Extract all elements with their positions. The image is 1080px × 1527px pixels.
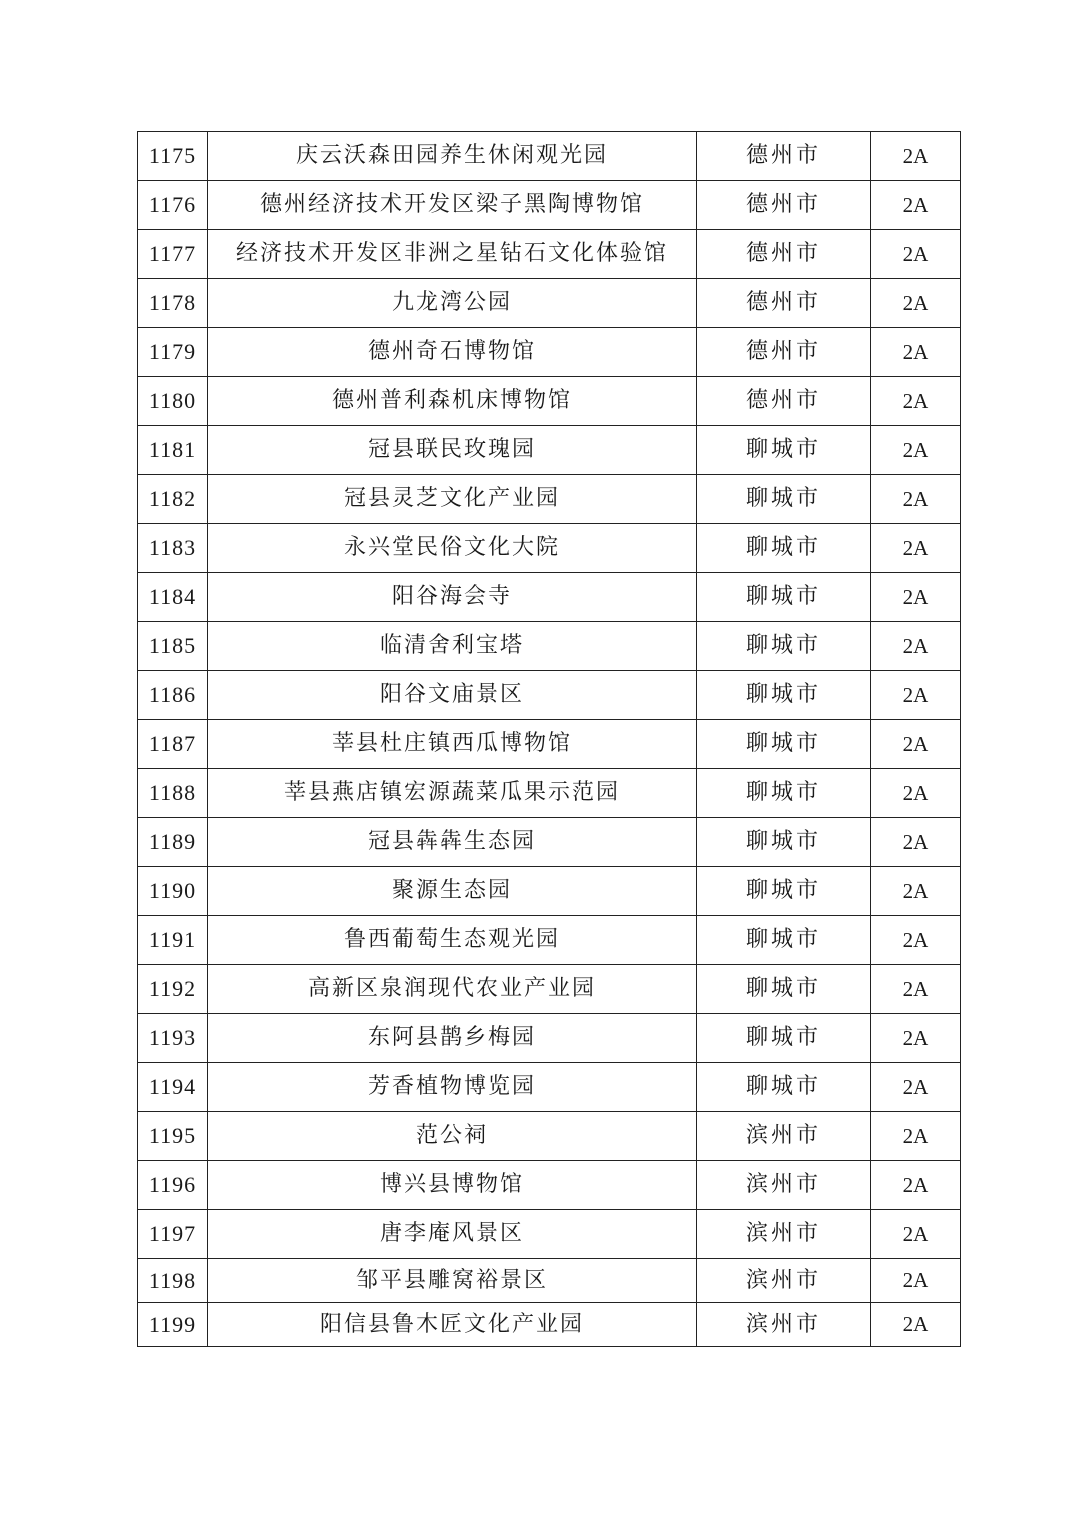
grade-cell: 2A	[871, 573, 961, 622]
scenic-spot-name-cell: 鲁西葡萄生态观光园	[208, 916, 697, 965]
table-row	[138, 1161, 961, 1210]
row-number-cell: 1177	[138, 230, 208, 279]
city-cell: 聊城市	[697, 720, 871, 769]
scenic-spot-name-cell: 九龙湾公园	[208, 279, 697, 328]
table-body	[138, 132, 961, 1347]
scenic-spot-name-cell: 范公祠	[208, 1112, 697, 1161]
city-cell: 德州市	[697, 181, 871, 230]
city-cell: 聊城市	[697, 916, 871, 965]
row-number-cell: 1198	[138, 1259, 208, 1303]
row-number-cell: 1193	[138, 1014, 208, 1063]
scenic-spot-name-cell: 博兴县博物馆	[208, 1161, 697, 1210]
row-number-cell: 1188	[138, 769, 208, 818]
grade-cell: 2A	[871, 181, 961, 230]
table-row	[138, 916, 961, 965]
row-number-cell: 1183	[138, 524, 208, 573]
grade-cell: 2A	[871, 377, 961, 426]
grade-cell: 2A	[871, 1259, 961, 1303]
city-cell: 滨州市	[697, 1303, 871, 1347]
table-row	[138, 1210, 961, 1259]
city-cell: 聊城市	[697, 671, 871, 720]
table-row	[138, 328, 961, 377]
city-cell: 滨州市	[697, 1259, 871, 1303]
city-cell: 聊城市	[697, 1014, 871, 1063]
grade-cell: 2A	[871, 720, 961, 769]
table-row	[138, 818, 961, 867]
row-number-cell: 1181	[138, 426, 208, 475]
grade-cell: 2A	[871, 279, 961, 328]
scenic-spot-name-cell: 唐李庵风景区	[208, 1210, 697, 1259]
row-number-cell: 1191	[138, 916, 208, 965]
table-row	[138, 475, 961, 524]
city-cell: 德州市	[697, 279, 871, 328]
city-cell: 聊城市	[697, 622, 871, 671]
table-row	[138, 279, 961, 328]
city-cell: 聊城市	[697, 426, 871, 475]
row-number-cell: 1178	[138, 279, 208, 328]
city-cell: 滨州市	[697, 1210, 871, 1259]
grade-cell: 2A	[871, 426, 961, 475]
grade-cell: 2A	[871, 965, 961, 1014]
city-cell: 聊城市	[697, 769, 871, 818]
table-row	[138, 181, 961, 230]
row-number-cell: 1185	[138, 622, 208, 671]
city-cell: 德州市	[697, 132, 871, 181]
scenic-spot-name-cell: 阳信县鲁木匠文化产业园	[208, 1303, 697, 1347]
scenic-spot-name-cell: 阳谷文庙景区	[208, 671, 697, 720]
city-cell: 聊城市	[697, 524, 871, 573]
table-row	[138, 573, 961, 622]
scenic-spot-name-cell: 永兴堂民俗文化大院	[208, 524, 697, 573]
scenic-spot-name-cell: 阳谷海会寺	[208, 573, 697, 622]
grade-cell: 2A	[871, 230, 961, 279]
grade-cell: 2A	[871, 769, 961, 818]
city-cell: 德州市	[697, 328, 871, 377]
table-row	[138, 230, 961, 279]
scenic-spot-name-cell: 经济技术开发区非洲之星钻石文化体验馆	[208, 230, 697, 279]
grade-cell: 2A	[871, 818, 961, 867]
city-cell: 聊城市	[697, 965, 871, 1014]
city-cell: 滨州市	[697, 1161, 871, 1210]
grade-cell: 2A	[871, 867, 961, 916]
row-number-cell: 1180	[138, 377, 208, 426]
grade-cell: 2A	[871, 1112, 961, 1161]
scenic-spot-name-cell: 德州经济技术开发区梁子黑陶博物馆	[208, 181, 697, 230]
row-number-cell: 1199	[138, 1303, 208, 1347]
grade-cell: 2A	[871, 1210, 961, 1259]
row-number-cell: 1190	[138, 867, 208, 916]
table-row	[138, 867, 961, 916]
grade-cell: 2A	[871, 1161, 961, 1210]
table-row	[138, 720, 961, 769]
scenic-spot-name-cell: 冠县犇犇生态园	[208, 818, 697, 867]
row-number-cell: 1179	[138, 328, 208, 377]
city-cell: 聊城市	[697, 475, 871, 524]
table-row	[138, 1063, 961, 1112]
row-number-cell: 1195	[138, 1112, 208, 1161]
city-cell: 聊城市	[697, 818, 871, 867]
row-number-cell: 1187	[138, 720, 208, 769]
table-row	[138, 622, 961, 671]
city-cell: 聊城市	[697, 1063, 871, 1112]
row-number-cell: 1194	[138, 1063, 208, 1112]
grade-cell: 2A	[871, 916, 961, 965]
scenic-spot-name-cell: 莘县燕店镇宏源蔬菜瓜果示范园	[208, 769, 697, 818]
grade-cell: 2A	[871, 328, 961, 377]
table-row	[138, 769, 961, 818]
grade-cell: 2A	[871, 1063, 961, 1112]
scenic-spot-name-cell: 高新区泉润现代农业产业园	[208, 965, 697, 1014]
table-row	[138, 426, 961, 475]
city-cell: 滨州市	[697, 1112, 871, 1161]
scenic-spot-name-cell: 德州普利森机床博物馆	[208, 377, 697, 426]
row-number-cell: 1186	[138, 671, 208, 720]
table-row	[138, 524, 961, 573]
city-cell: 德州市	[697, 377, 871, 426]
table-row	[138, 1112, 961, 1161]
grade-cell: 2A	[871, 671, 961, 720]
grade-cell: 2A	[871, 1303, 961, 1347]
scenic-spot-name-cell: 德州奇石博物馆	[208, 328, 697, 377]
table-row	[138, 671, 961, 720]
row-number-cell: 1189	[138, 818, 208, 867]
scenic-spot-name-cell: 临清舍利宝塔	[208, 622, 697, 671]
row-number-cell: 1196	[138, 1161, 208, 1210]
city-cell: 德州市	[697, 230, 871, 279]
grade-cell: 2A	[871, 475, 961, 524]
city-cell: 聊城市	[697, 867, 871, 916]
city-cell: 聊城市	[697, 573, 871, 622]
table-row	[138, 377, 961, 426]
scenic-spot-name-cell: 邹平县雕窝裕景区	[208, 1259, 697, 1303]
table-row	[138, 1259, 961, 1303]
row-number-cell: 1176	[138, 181, 208, 230]
scenic-spot-name-cell: 芳香植物博览园	[208, 1063, 697, 1112]
row-number-cell: 1184	[138, 573, 208, 622]
scenic-spot-name-cell: 莘县杜庄镇西瓜博物馆	[208, 720, 697, 769]
scenic-spot-name-cell: 东阿县鹊乡梅园	[208, 1014, 697, 1063]
table-row	[138, 1303, 961, 1347]
grade-cell: 2A	[871, 132, 961, 181]
row-number-cell: 1197	[138, 1210, 208, 1259]
table-row	[138, 965, 961, 1014]
scenic-spot-table	[137, 131, 961, 1347]
table-row	[138, 1014, 961, 1063]
row-number-cell: 1175	[138, 132, 208, 181]
grade-cell: 2A	[871, 622, 961, 671]
scenic-spot-name-cell: 冠县灵芝文化产业园	[208, 475, 697, 524]
grade-cell: 2A	[871, 1014, 961, 1063]
scenic-spot-name-cell: 聚源生态园	[208, 867, 697, 916]
scenic-spot-name-cell: 冠县联民玫瑰园	[208, 426, 697, 475]
table-row	[138, 132, 961, 181]
grade-cell: 2A	[871, 524, 961, 573]
row-number-cell: 1192	[138, 965, 208, 1014]
row-number-cell: 1182	[138, 475, 208, 524]
scenic-spot-name-cell: 庆云沃森田园养生休闲观光园	[208, 132, 697, 181]
